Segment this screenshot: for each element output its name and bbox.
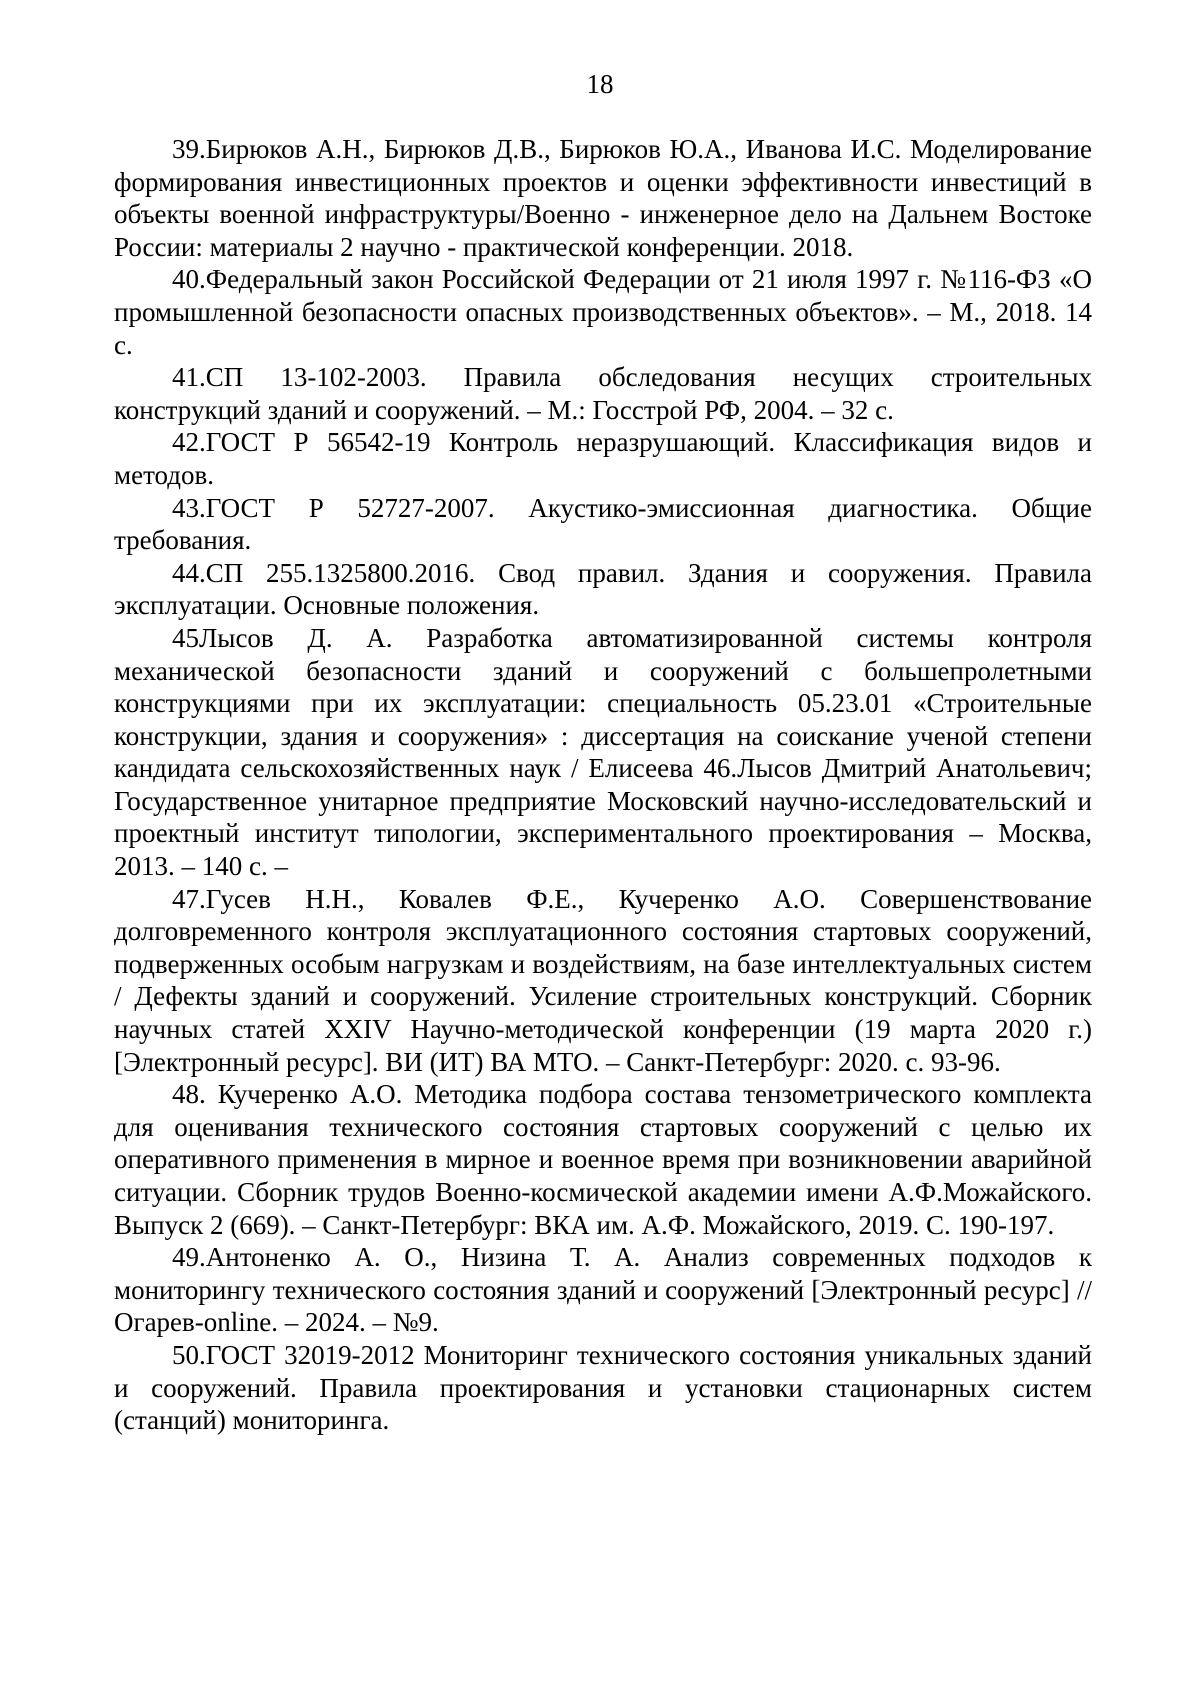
reference-item: 40.Федеральный закон Российской Федерации от 21 июля 1997 г. №116-ФЗ «О промышленной безопасности опасных производственных объектов». – М., 2018. 14 с. (114, 264, 1092, 360)
reference-item: 50.ГОСТ 32019-2012 Мониторинг технического состояния уникальных зданий и сооружений. Правила проектирования и установки стационарных систем (станций) мониторинга. (114, 1339, 1092, 1436)
reference-item: 48. Кучеренко А.О. Методика подбора состава тензометрического комплекта для оценивания технического состояния стартовых сооружений с целью их оперативного применения в мирное и военное время при возникновении аварийной ситуации. Сборник трудов Военно-космической академии имени А.Ф.Можайского. Выпуск 2 (669). – Санкт-Петербург: ВКА им. А.Ф. Можайского, 2019. С. 190-197. (114, 1079, 1092, 1240)
reference-item: 47.Гусев Н.Н., Ковалев Ф.Е., Кучеренко А.О. Совершенствование долговременного контроля эксплуатационного состояния стартовых сооружений, подверженных особым нагрузкам и воздействиям, на базе интеллектуальных систем / Дефекты зданий и сооружений. Усиление строительных конструкций. Сборник научных статей XXIV Научно-методической конференции (19 марта 2020 г.) [Электронный ресурс]. ВИ (ИТ) ВА МТО. – Санкт-Петербург: 2020. с. 93-96. (114, 883, 1092, 1077)
reference-item: 49.Антоненко А. О., Низина Т. А. Анализ современных подходов к мониторингу технического состояния зданий и сооружений [Электронный ресурс] // Огарев-online. – 2024. – №9. (114, 1242, 1092, 1338)
reference-item: 39.Бирюков А.Н., Бирюков Д.В., Бирюков Ю.А., Иванова И.С. Моделирование формирования инвестиционных проектов и оценки эффективности инвестиций в объекты военной инфраструктуры/Военно - инженерное дело на Дальнем Востоке России: материалы 2 научно - практической конференции. 2018. (114, 134, 1092, 262)
reference-item: 42.ГОСТ Р 56542-19 Контроль неразрушающий. Классификация видов и методов. (114, 427, 1092, 490)
reference-item: 45Лысов Д. А. Разработка автоматизированной системы контроля механической безопасности зданий и сооружений с большепролетными конструкциями при их эксплуатации: специальность 05.23.01 «Строительные конструкции, здания и сооружения» : диссертация на соискание ученой степени кандидата сельскохозяйственных наук / Елисеева 46.Лысов Дмитрий Анатольевич; Государственное унитарное предприятие Московский научно-исследовательский и проектный институт типологии, экспериментального проектирования – Москва, 2013. – 140 с. – (114, 622, 1092, 882)
page-number: 18 (586, 69, 614, 99)
reference-list (114, 133, 1092, 1437)
reference-item: 44.СП 255.1325800.2016. Свод правил. Здания и сооружения. Правила эксплуатации. Основные положения. (114, 557, 1092, 621)
reference-item: 41.СП 13-102-2003. Правила обследования несущих строительных конструкций зданий и сооружений. – М.: Госстрой РФ, 2004. – 32 с. (114, 362, 1092, 425)
reference-item: 43.ГОСТ Р 52727-2007. Акустико-эмиссионная диагностика. Общие требования. (114, 492, 1092, 556)
